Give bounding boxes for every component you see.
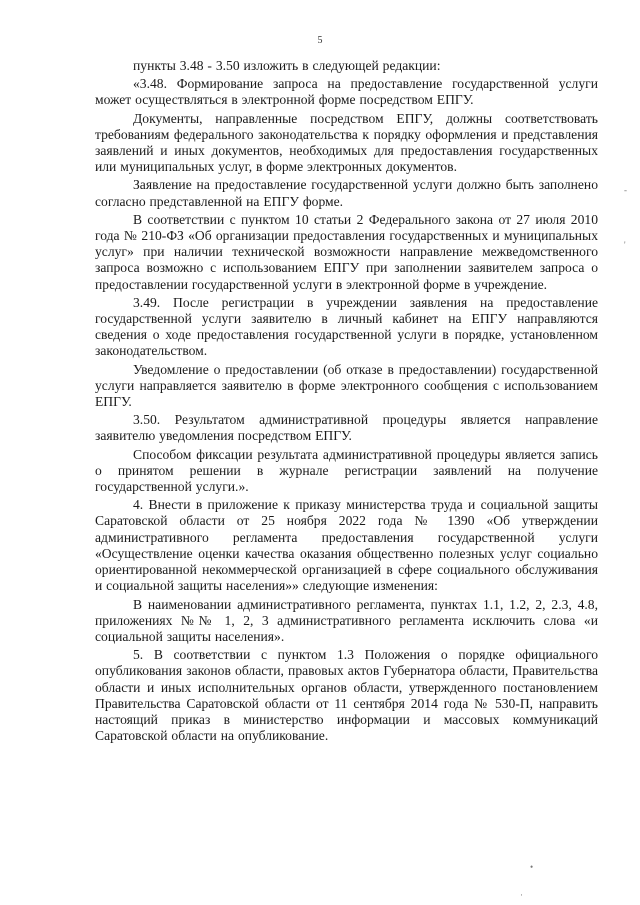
paragraph-federal-law: В соответствии с пунктом 10 статьи 2 Федерального закона от 27 июля 2010 года № 210-ФЗ «Об организации предоставления государственных и муниципальных услуг» при наличии технической возможности направление межведомственного запроса возможно с использованием ЕПГУ при заполнении заявителем запроса о предоставлении государственной услуги в электронной форме в учреждение.	[95, 211, 598, 292]
scan-mark: •	[530, 862, 534, 872]
scan-mark: -	[624, 185, 627, 195]
paragraph-3-48: «3.48. Формирование запроса на предоставление государственной услуги может осуществляться в электронной форме посредством ЕПГУ.	[95, 76, 598, 108]
paragraph-fixation: Способом фиксации результата административной процедуры является запись о принятом решении в журнале регистрации заявлений на получение государственной услуги.».	[95, 446, 598, 495]
paragraph-application-form: Заявление на предоставление государственной услуги должно быть заполнено согласно представленной на ЕПГУ форме.	[95, 177, 598, 209]
page-number: 5	[317, 35, 323, 46]
document-body	[95, 58, 598, 746]
paragraph-item-5: 5. В соответствии с пунктом 1.3 Положения о порядке официального опубликования законов области, правовых актов Губернатора области, Правительства области и иных исполнительных органов области, утвержденного постановлением Правительства Саратовской области от 11 сентября 2014 года № 530-П, направить настоящий приказ в министерство информации и массовых коммуникаций Саратовской области на опубликование.	[95, 647, 598, 744]
paragraph-intro: пункты 3.48 - 3.50 изложить в следующей редакции:	[133, 58, 441, 73]
paragraph-notification: Уведомление о предоставлении (об отказе в предоставлении) государственной услуги направляется заявителю в форме электронного сообщения с использованием ЕПГУ.	[95, 361, 598, 410]
paragraph-title-changes: В наименовании административного регламента, пунктах 1.1, 1.2, 2, 2.3, 4.8, приложениях №№ 1, 2, 3 административного регламента исключить слова «и социальной защиты населения».	[95, 596, 598, 644]
scan-mark: ·	[520, 890, 523, 900]
paragraph-item-4: 4. Внести в приложение к приказу министерства труда и социальной защиты Саратовской области от 25 ноября 2022 года № 1390 «Об утверждении административного регламента предоставления государственной услуги «Осуществление оценки качества оказания общественно полезных услуг социально ориентированной некоммерческой организацией в сфере социального обслуживания и социальной защиты населения»» следующие изменения:	[95, 497, 598, 594]
paragraph-3-50: 3.50. Результатом административной процедуры является направление заявителю уведомления посредством ЕПГУ.	[95, 412, 598, 444]
paragraph-3-49: 3.49. После регистрации в учреждении заявления на предоставление государственной услуги заявителю в личный кабинет на ЕПГУ направляются сведения о ходе предоставления государственной услуги в порядке, установленном законодательством.	[95, 294, 598, 359]
scan-mark: '	[624, 240, 626, 250]
paragraph-documents: Документы, направленные посредством ЕПГУ, должны соответствовать требованиям федерального законодательства к порядку оформления и представления заявлений и иных документов, необходимых для предоставления государственных или муниципальных услуг, в форме электронных документов.	[95, 110, 598, 175]
